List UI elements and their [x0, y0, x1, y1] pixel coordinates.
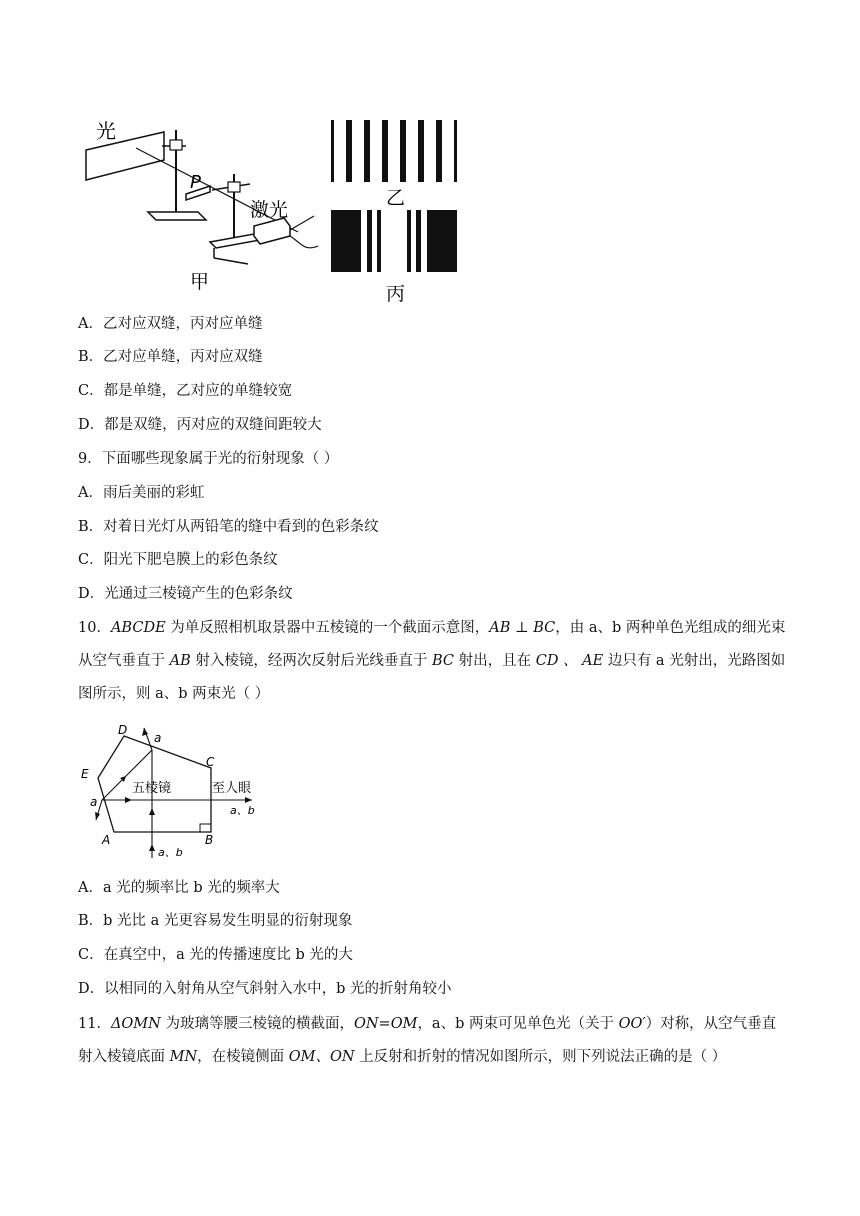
label-a-vertex: A: [102, 833, 111, 847]
q9-option-a: A．雨后美丽的彩虹: [78, 485, 205, 501]
label-light: 光: [96, 119, 116, 143]
pattern-bing: [331, 210, 457, 272]
pattern-yi: [331, 120, 457, 182]
label-c-vertex: C: [206, 755, 215, 769]
q8-option-a: A．乙对应双缝，丙对应单缝: [78, 316, 263, 332]
label-e: E: [81, 767, 89, 781]
label-p: P: [190, 172, 201, 193]
label-ab-in: a、b: [158, 846, 183, 859]
q8-option-c: C．都是单缝，乙对应的单缝较宽: [78, 383, 293, 399]
q10-option-c: C．在真空中，a 光的传播速度比 b 光的大: [78, 947, 353, 963]
label-prism: 五棱镜: [132, 781, 172, 796]
label-jia: 甲: [190, 271, 210, 293]
diffraction-apparatus-figure: [78, 112, 468, 302]
q8-option-d: D．都是双缝，丙对应的双缝间距较大: [78, 417, 322, 433]
q10-stem: 10．ABCDE 为单反照相机取景器中五棱镜的一个截面示意图，AB ⊥ BC，由 a、b 两种单色光组成的细光束从空气垂直于 AB 射入棱镜，经两次反射后光线垂直于 BC 射出，且在 CD 、 AE 边只有 a 光射出，光路图如图所示，则 a、b 两束光（ ）: [78, 620, 786, 702]
label-eye: 至人眼: [212, 781, 252, 796]
q9-option-c: C．阳光下肥皂膜上的彩色条纹: [78, 552, 278, 568]
label-bing: 丙: [386, 283, 406, 302]
label-d: D: [118, 723, 128, 737]
label-ab-out: a、b: [230, 804, 255, 817]
label-a-left: a: [90, 795, 98, 809]
label-b-vertex: B: [205, 833, 214, 847]
label-laser: 激光: [250, 199, 289, 221]
q11-stem: 11．ΔOMN 为玻璃等腰三棱镜的横截面，ON=OM，a、b 两束可见单色光（关于 OO′）对称，从空气垂直 射入棱镜底面 MN，在棱镜侧面 OM、ON 上反射和折射的情况如图所示，则下列说法正确的是（ ）: [78, 1016, 777, 1065]
q9-option-d: D．光通过三棱镜产生的色彩条纹: [78, 586, 293, 602]
q10-option-d: D．以相同的入射角从空气斜射入水中，b 光的折射角较小: [78, 981, 452, 997]
q10-option-a: A．a 光的频率比 b 光的频率大: [78, 880, 280, 896]
label-a-top: a: [154, 731, 162, 745]
pentaprism-figure: [74, 720, 264, 860]
label-yi: 乙: [386, 187, 406, 209]
q9-stem: 9．下面哪些现象属于光的衍射现象（ ）: [78, 451, 339, 467]
q9-option-b: B．对着日光灯从两铅笔的缝中看到的色彩条纹: [78, 519, 379, 535]
q8-option-b: B．乙对应单缝，丙对应双缝: [78, 349, 263, 365]
q10-option-b: B．b 光比 a 光更容易发生明显的衍射现象: [78, 913, 353, 929]
